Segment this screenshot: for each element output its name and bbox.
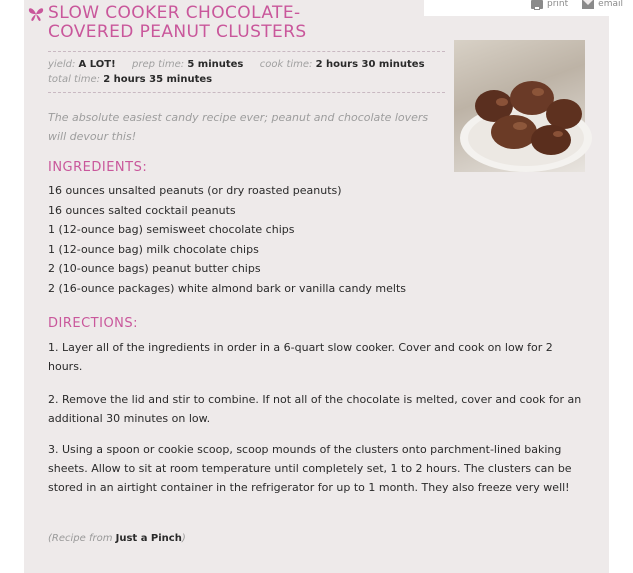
recipe-title-line2: COVERED PEANUT CLUSTERS [48, 22, 307, 42]
recipe-meta-row2 [48, 74, 212, 86]
credit-source-link[interactable]: Just a Pinch [115, 533, 182, 544]
total-time-label: total time: [48, 74, 101, 85]
prep-time-label: prep time: [132, 59, 185, 70]
ingredient-item: 1 (12-ounce bag) milk chocolate chips [48, 242, 259, 256]
cook-time-label: cook time: [259, 59, 313, 70]
recipe-title [48, 4, 307, 42]
recipe-meta-row1 [48, 59, 425, 71]
direction-step: 2. Remove the lid and stir to combine. If not all of the chocolate is melted, cover and cook for an additional 30 minutes on low. [48, 393, 582, 425]
direction-step: 1. Layer all of the ingredients in order in a 6-quart slow cooker. Cover and cook on low for 2 hours. [48, 341, 553, 373]
email-icon [582, 0, 594, 9]
direction-step: 3. Using a spoon or cookie scoop, scoop mounds of the clusters onto parchment-lined baking sheets. Allow to sit at room temperature until completely set, 1 to 2 hours. The clusters can be stored in an airtight container in the refrigerator for up to 1 month. They also freeze very well! [48, 443, 572, 494]
email-link[interactable] [582, 0, 623, 9]
butterfly-icon [28, 6, 44, 22]
prep-time-value: 5 minutes [187, 59, 244, 70]
print-icon [531, 0, 543, 9]
recipe-title-line1: SLOW COOKER CHOCOLATE- [48, 3, 301, 23]
recipe-actions [531, 0, 623, 9]
ingredient-item: 2 (16-ounce packages) white almond bark or vanilla candy melts [48, 281, 407, 295]
credit-suffix: ) [181, 533, 186, 544]
ingredients-list [48, 181, 406, 299]
print-link[interactable] [531, 0, 568, 9]
recipe-credit [48, 533, 186, 544]
divider [48, 51, 445, 52]
ingredient-item: 16 ounces salted cocktail peanuts [48, 203, 236, 217]
ingredient-item: 2 (10-ounce bags) peanut butter chips [48, 262, 261, 276]
recipe-actions-bar [424, 0, 633, 16]
recipe-photo [454, 40, 585, 172]
credit-prefix: (Recipe from [48, 533, 116, 544]
email-label: email [598, 0, 623, 9]
directions-heading: DIRECTIONS: [48, 316, 139, 331]
yield-value: A LOT! [78, 59, 116, 70]
cook-time-value: 2 hours 30 minutes [315, 59, 425, 70]
recipe-description: The absolute easiest candy recipe ever; peanut and chocolate lovers will devour this! [48, 111, 429, 143]
print-label: print [547, 0, 569, 9]
ingredient-item: 16 ounces unsalted peanuts (or dry roasted peanuts) [48, 184, 342, 197]
ingredients-heading: INGREDIENTS: [48, 160, 148, 175]
recipe-card [24, 0, 623, 573]
divider [48, 92, 445, 93]
ingredient-item: 1 (12-ounce bag) semisweet chocolate chips [48, 223, 295, 237]
total-time-value: 2 hours 35 minutes [103, 74, 213, 85]
yield-label: yield: [48, 59, 76, 70]
